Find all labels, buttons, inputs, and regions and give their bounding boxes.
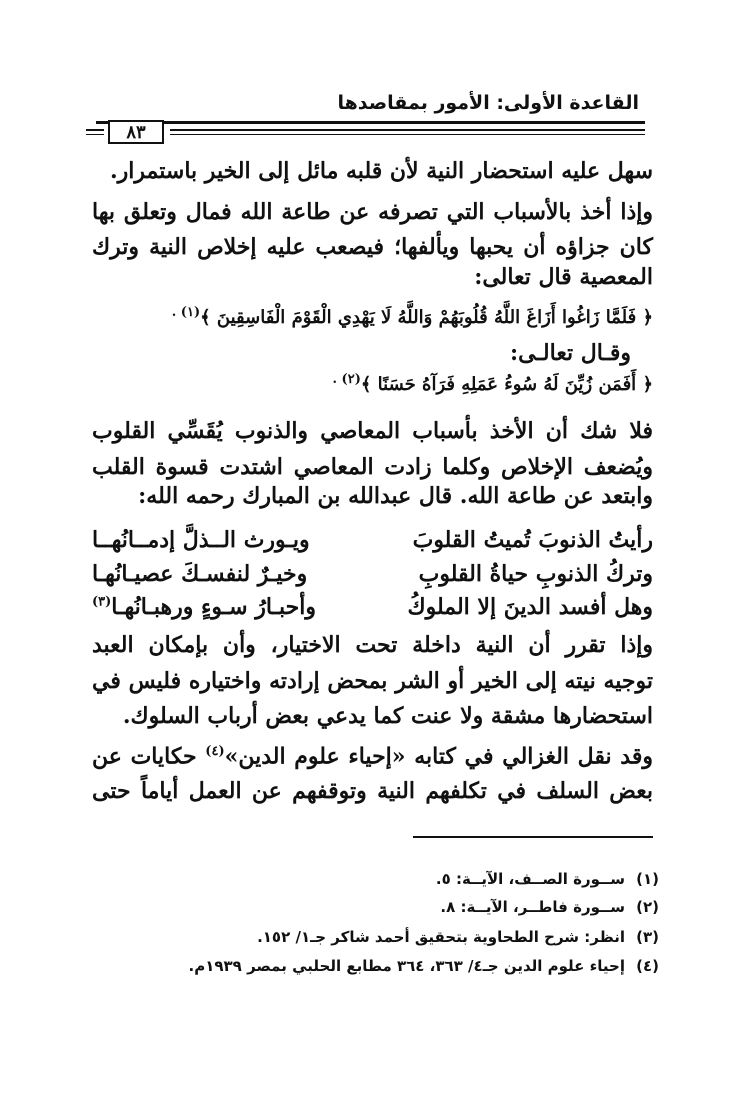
quran-verse (172, 306, 653, 327)
body-line (92, 743, 653, 770)
footnote-number: (١) (636, 870, 659, 888)
body-line: فلا شك أن الأخذ بأسباب المعاصي والذنوب يُقَسِّي القلوب (92, 418, 653, 444)
body-line: بعض السلف في تكلفهم النية وتوقفهم عن العمل أياماً حتى (92, 778, 653, 804)
body-line: استحضارها مشقة ولا عنت كما يدعي بعض أرباب السلوك. (122, 703, 653, 729)
header-double-rule (170, 129, 645, 131)
poem-verse (92, 594, 653, 624)
footnote-text: ســورة الصــف، الآيــة: ٥. (435, 870, 625, 888)
footnote-number: (٢) (636, 898, 659, 916)
footnote (436, 870, 659, 888)
body-line: المعصية قال تعالى: (474, 264, 653, 290)
body-line: وابتعد عن طاعة الله. قال عبدالله بن المبارك رحمه الله: (138, 483, 653, 509)
footnote-ref: (٢) . (332, 372, 361, 387)
body-line: وإذا أخذ بالأسباب التي تصرفه عن طاعة الله فمال وتعلق بها (92, 199, 653, 225)
footnote-number: (٣) (636, 928, 659, 946)
header-rule-end-lower (86, 134, 104, 135)
footnote-text: ســورة فاطــر، الآيــة: ٨. (440, 898, 625, 916)
body-line: كان جزاؤه أن يحبها ويألفها؛ فيصعب عليه إخلاص النية وترك (92, 234, 653, 260)
footnote (257, 928, 659, 946)
footnote (440, 898, 659, 916)
body-line: ويُضعف الإخلاص وكلما زادت المعاصي اشتدت قسوة القلب (92, 454, 653, 480)
body-line: وقـال تعالـى: (510, 340, 631, 366)
poem-verse (92, 527, 653, 557)
footnote-rule (413, 836, 653, 838)
header-rule (96, 121, 645, 124)
running-title: القاعدة الأولى: الأمور بمقاصدها (337, 92, 639, 114)
poem-second-hemistich (92, 594, 316, 620)
poem-verse (92, 561, 653, 591)
footnote-text: إحياء علوم الدين جـ٤/ ٣٦٣، ٣٦٤ مطابع الحلبي بمصر ١٩٣٩م. (188, 957, 625, 975)
quran-verse (333, 373, 654, 394)
poem-first-hemistich: وهل أفسد الدينَ إلا الملوكُ (407, 594, 653, 620)
body-text: حكايات عن (92, 743, 197, 770)
verse-text: ﴿ فَلَمَّا زَاغُوا أَزَاغَ اللَّهُ قُلُوبَهُمْ وَاللَّهُ لَا يَهْدِي الْقَوْمَ الْفَاسِقِينَ ﴾ (200, 307, 653, 328)
header-double-rule-lower (170, 134, 645, 135)
poem-second-hemistich: ويـورث الــذلَّ إدمــانُهــا (92, 527, 310, 553)
body-line: وإذا تقرر أن النية داخلة تحت الاختيار، وأن بإمكان العبد (92, 632, 653, 658)
footnote-text: انظر: شرح الطحاوية بتحقيق أحمد شاكر جـ١/ ١٥٢. (257, 928, 625, 946)
poem-first-hemistich: رأيتُ الذنوبَ تُميتُ القلوبَ (412, 527, 653, 553)
poem-first-hemistich: وتركُ الذنوبِ حياةُ القلوبِ (418, 561, 653, 587)
footnote-ref: (٤) (205, 744, 225, 759)
footnote (189, 957, 659, 975)
footnote-ref: (١) . (171, 305, 201, 320)
verse-text: ﴿ أَفَمَن زُيِّنَ لَهُ سُوءُ عَمَلِهِ فَرَآهُ حَسَنًا ﴾ (360, 374, 653, 395)
body-line: توجيه نيته إلى الخير أو الشر بمحض إرادته واختياره فليس في (92, 668, 653, 694)
body-line: سهل عليه استحضار النية لأن قلبه مائل إلى الخير باستمرار. (110, 158, 653, 184)
header-rule-end (86, 129, 104, 131)
footnote-number: (٤) (636, 957, 659, 975)
page-number: ٨٣ (108, 120, 164, 144)
poem-hemistich-text: وأحبـارُ سـوءٍ ورهبـانُهـا (111, 594, 316, 620)
body-text: وقد نقل الغزالي في كتابه «إحياء علوم الدين» (224, 743, 653, 770)
footnote-ref: (٣) (92, 594, 112, 610)
poem-second-hemistich: وخيـرٌ لنفسـكَ عصيـانُهـا (92, 561, 308, 587)
